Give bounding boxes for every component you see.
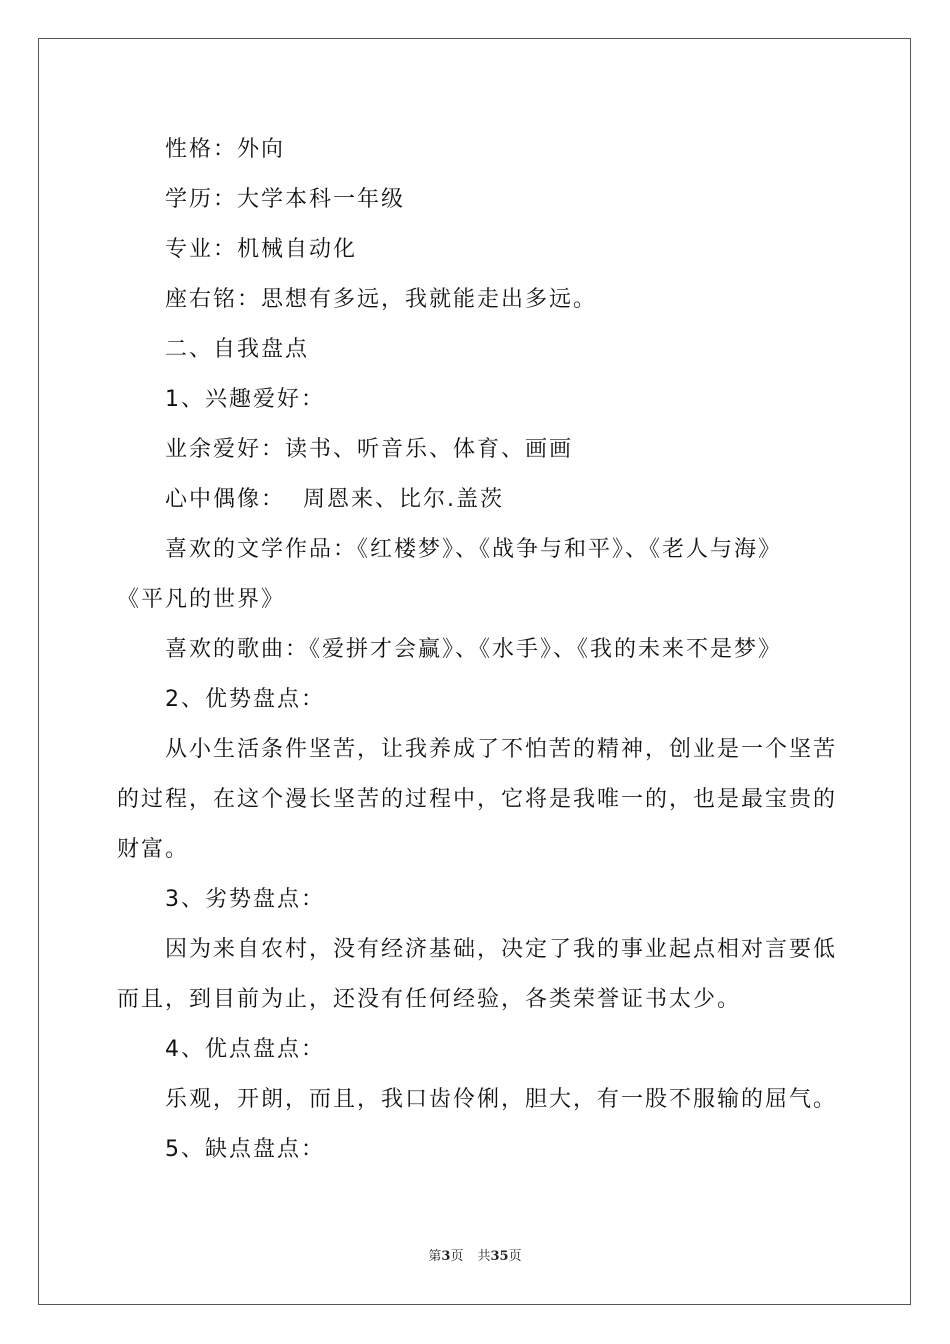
paragraph [117, 125, 837, 175]
text-line: 3、劣势盘点： [165, 887, 325, 912]
text-line: 业余爱好：读书、听音乐、体育、画画 [165, 437, 574, 462]
text-line: 而且，到目前为止，还没有任何经验，各类荣誉证书太少。 [117, 987, 742, 1012]
text-line: 乐观，开朗，而且，我口齿伶俐，胆大，有一股不服输的屈气。 [165, 1087, 838, 1112]
paragraph [117, 275, 837, 325]
text-line: 二、自我盘点 [165, 337, 310, 362]
text-line: 《平凡的世界》 [117, 587, 286, 612]
text-line: 4、优点盘点： [165, 1037, 325, 1062]
subsection-heading [117, 875, 837, 925]
subsection-heading [117, 375, 837, 425]
total-suffix: 页 [508, 1249, 522, 1264]
section-heading [117, 325, 837, 375]
paragraph [117, 1075, 837, 1125]
text-line: 性格：外向 [165, 137, 286, 162]
paragraph [117, 725, 837, 875]
text-line: 学历：大学本科一年级 [165, 187, 406, 212]
text-line: 座右铭：思想有多远，我就能走出多远。 [165, 287, 598, 312]
text-line: 财富。 [117, 837, 190, 862]
document-body [117, 125, 837, 1175]
paragraph [117, 925, 837, 1025]
page-suffix: 页 [450, 1249, 464, 1264]
text-line: 因为来自农村，没有经济基础，决定了我的事业起点相对言要低 [165, 937, 838, 962]
text-line: 心中偶像： 周恩来、比尔.盖茨 [165, 487, 504, 512]
total-pages: 35 [490, 1249, 509, 1264]
paragraph [117, 225, 837, 275]
total-prefix: 共 [477, 1249, 491, 1264]
text-line: 5、缺点盘点： [165, 1137, 325, 1162]
text-line: 专业：机械自动化 [165, 237, 358, 262]
paragraph [117, 425, 837, 475]
text-line: 喜欢的文学作品：《红楼梦》、《战争与和平》、《老人与海》 [165, 537, 783, 562]
text-line: 从小生活条件坚苦，让我养成了不怕苦的精神，创业是一个坚苦 [165, 737, 838, 762]
page-footer [0, 1245, 950, 1264]
paragraph [117, 175, 837, 225]
page-current: 3 [441, 1249, 451, 1264]
paragraph [117, 475, 837, 525]
text-line: 喜欢的歌曲：《爱拼才会赢》、《水手》、《我的未来不是梦》 [165, 637, 783, 662]
subsection-heading [117, 1125, 837, 1175]
paragraph [117, 625, 837, 675]
text-line: 的过程，在这个漫长坚苦的过程中，它将是我唯一的，也是最宝贵的 [117, 787, 838, 812]
subsection-heading [117, 1025, 837, 1075]
subsection-heading [117, 675, 837, 725]
paragraph [117, 525, 837, 625]
text-line: 1、兴趣爱好： [165, 387, 325, 412]
page-prefix: 第 [428, 1249, 442, 1264]
text-line: 2、优势盘点： [165, 687, 325, 712]
